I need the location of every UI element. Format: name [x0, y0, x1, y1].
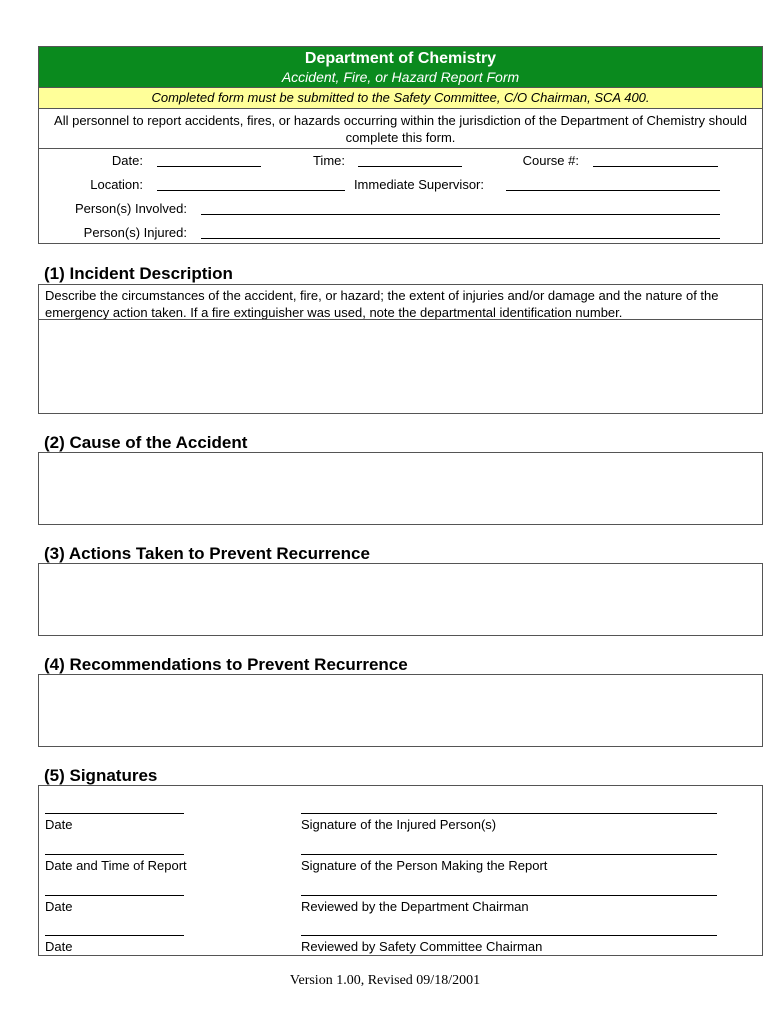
form-title: Accident, Fire, or Hazard Report Form — [281, 69, 520, 85]
report-header — [38, 46, 763, 244]
signature-date-label: Date — [45, 817, 73, 832]
signature-date-line[interactable] — [45, 895, 184, 896]
involved-field[interactable] — [201, 214, 720, 215]
signature-date-line[interactable] — [45, 935, 184, 936]
version-footer: Version 1.00, Revised 09/18/2001 — [289, 973, 481, 988]
signature-date-line[interactable] — [45, 854, 184, 855]
incident-instructions: Describe the circumstances of the accident, fire, or hazard; the extent of injuries and/or damage and the nature of the emergency action taken. If a fire extinguisher was used, note the departmental identification number. — [45, 288, 719, 320]
signatures-heading: (5) Signatures — [44, 766, 158, 785]
signature-line[interactable] — [301, 813, 717, 814]
signature-line[interactable] — [301, 895, 717, 896]
recommendations-area[interactable] — [38, 674, 763, 747]
incident-heading: (1) Incident Description — [44, 264, 233, 283]
divider — [39, 148, 762, 149]
supervisor-label: Immediate Supervisor: — [353, 177, 484, 192]
location-label: Location: — [90, 177, 143, 192]
course-field[interactable] — [593, 166, 718, 167]
signature-date-label: Date and Time of Report — [45, 858, 187, 873]
title-banner — [39, 47, 762, 87]
involved-label: Person(s) Involved: — [75, 201, 187, 216]
instructions-text: All personnel to report accidents, fires, or hazards occurring within the jurisdiction of the Department of Chemistry should complete this form. — [54, 113, 747, 145]
time-field[interactable] — [358, 166, 462, 167]
actions-heading: (3) Actions Taken to Prevent Recurrence — [44, 544, 370, 563]
date-field[interactable] — [157, 166, 261, 167]
recommendations-heading: (4) Recommendations to Prevent Recurrence — [44, 655, 408, 674]
signature-date-line[interactable] — [45, 813, 184, 814]
incident-instructions-box — [38, 284, 763, 320]
cause-heading: (2) Cause of the Accident — [44, 433, 248, 452]
time-label: Time: — [312, 153, 345, 168]
signature-label: Reviewed by Safety Committee Chairman — [301, 939, 543, 954]
department-title: Department of Chemistry — [304, 50, 497, 67]
submission-note: Completed form must be submitted to the Safety Committee, C/O Chairman, SCA 400. — [39, 87, 762, 109]
signature-label: Signature of the Injured Person(s) — [301, 817, 497, 832]
incident-description-area[interactable] — [38, 319, 763, 414]
course-label: Course #: — [522, 153, 579, 168]
signature-label: Reviewed by the Department Chairman — [301, 899, 529, 914]
cause-area[interactable] — [38, 452, 763, 525]
signature-date-label: Date — [45, 899, 73, 914]
location-field[interactable] — [157, 190, 345, 191]
supervisor-field[interactable] — [506, 190, 720, 191]
signature-date-label: Date — [45, 939, 73, 954]
date-label: Date: — [111, 153, 143, 168]
injured-label: Person(s) Injured: — [83, 225, 187, 240]
actions-area[interactable] — [38, 563, 763, 636]
signature-line[interactable] — [301, 854, 717, 855]
signature-label: Signature of the Person Making the Report — [301, 858, 548, 873]
injured-field[interactable] — [201, 238, 720, 239]
signature-line[interactable] — [301, 935, 717, 936]
signatures-box — [38, 785, 763, 956]
